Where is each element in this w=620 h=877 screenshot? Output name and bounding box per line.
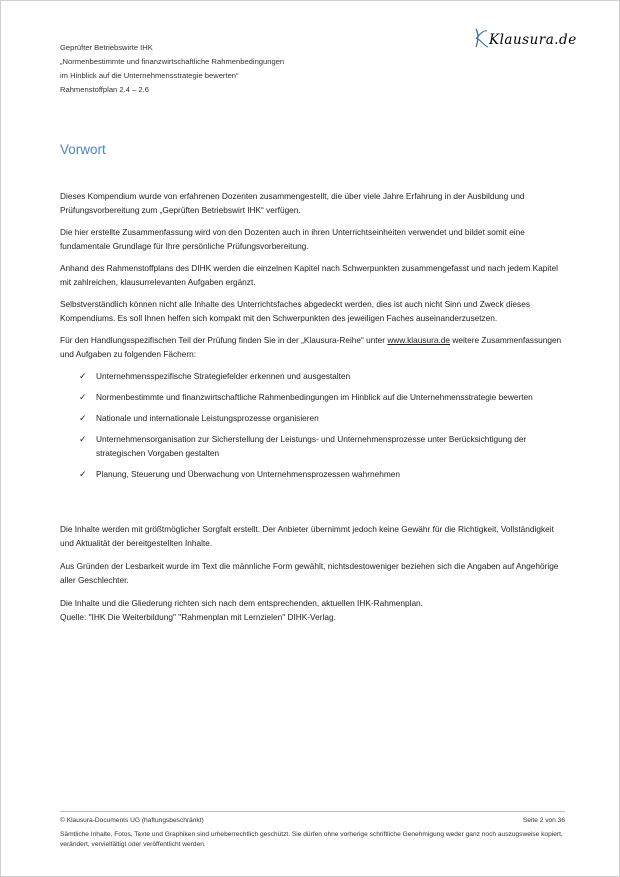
paragraph-liability: Die Inhalte werden mit größtmöglicher Sorgfalt erstellt. Der Anbieter übernimmt jedoch keine Gewähr für die Richtigkeit, Vollständigkeit und Aktualität der bereitgestellten Inhalte. (60, 524, 554, 548)
preface-disclaimer (60, 522, 565, 633)
page-title: Vorwort (60, 142, 106, 157)
checkmark-icon: ✓ (79, 392, 87, 402)
list-item-text: Nationale und internationale Leistungsprozesse organisieren (96, 413, 319, 423)
list-item (60, 411, 565, 425)
footer-row (60, 816, 565, 826)
header-line-3: im Hinblick auf die Unternehmensstrategie bewerten“ (60, 71, 239, 80)
footer-divider (60, 811, 565, 812)
paragraph-intro: Dieses Kompendium wurde von erfahrenen Dozenten zusammengestellt, die über viele Jahre Erfahrung in der Ausbildung und Prüfungsvorbereitung zum „Geprüften Betriebswirt IHK“ verfügen. (60, 191, 525, 215)
footer-notice: Sämtliche Inhalte, Fotos, Texte und Graphiken sind urheberrechtlich geschützt. Sie dürfen ohne vorherige schriftliche Genehmigung weder ganz noch auszugsweise kopiert, verändert, vervielfältigt oder veröffentlicht werden. (60, 831, 563, 848)
list-item-text: Unternehmensorganisation zur Sicherstellung der Leistungs- und Unternehmensprozesse unter Berücksichtigung der strategischen Vorgaben gestalten (96, 434, 527, 458)
list-item (60, 369, 565, 383)
checkmark-icon: ✓ (79, 434, 87, 444)
page-footer (60, 816, 565, 850)
document-header (60, 41, 360, 97)
checkmark-icon: ✓ (79, 371, 87, 381)
source-line-1: Die Inhalte und die Gliederung richten sich nach dem entsprechenden, aktuellen IHK-Rahmenplan. (60, 598, 423, 608)
header-line-1: Geprüfter Betriebswirte IHK (60, 43, 153, 52)
source-line-2: Quelle: "IHK Die Weiterbildung" "Rahmenplan mit Lernzielen" DIHK-Verlag. (60, 612, 336, 622)
list-item (60, 390, 565, 404)
list-item-text: Planung, Steuerung und Überwachung von Unternehmensprozessen wahrnehmen (96, 469, 400, 479)
header-line-4: Rahmenstoffplan 2.4 – 2.6 (60, 85, 149, 94)
paragraph-source (60, 596, 565, 624)
klausura-logo-mark (473, 26, 583, 50)
klausura-link[interactable]: www.klausura.de (387, 335, 451, 345)
list-item (60, 467, 565, 481)
series-text-after: weitere Zusammenfassungen und Aufgaben zu folgenden Fächern: (60, 335, 562, 359)
paragraph-gender-note: Aus Gründen der Lesbarkeit wurde im Text die männliche Form gewählt, nichtsdestoweniger beziehen sich die Angaben auf Angehörige aller Geschlechter. (60, 561, 559, 585)
klausura-logo (473, 26, 583, 50)
series-text-before: Für den Handlungsspezifischen Teil der Prüfung finden Sie in der „Klausura-Reihe“ unter (60, 335, 388, 345)
list-item (60, 432, 565, 460)
subject-list (60, 369, 565, 481)
header-line-2: „Normenbestimmte und finanzwirtschaftliche Rahmenbedingungen (60, 57, 285, 66)
list-item-text: Unternehmensspezifische Strategiefelder erkennen und ausgestalten (96, 371, 351, 381)
footer-page-number: Seite 2 von 36 (522, 817, 565, 824)
checkmark-icon: ✓ (79, 413, 87, 423)
paragraph-summary: Die hier erstellte Zusammenfassung wird von den Dozenten auch in ihren Unterrichtseinheiten verwendet und bildet somit eine fundamentale Grundlage für Ihre persönliche Prüfungsvorbereitung. (60, 227, 525, 251)
preface-body (60, 189, 565, 488)
paragraph-series (60, 333, 565, 361)
footer-copyright: © Klausura-Documents UG (haftungsbeschränkt) (60, 817, 204, 824)
paragraph-structure: Anhand des Rahmenstoffplans des DIHK werden die einzelnen Kapitel nach Schwerpunkten zusammengefasst und nach jedem Kapitel mit zahlreichen, klausurrelevanten Aufgaben ergänzt. (60, 263, 558, 287)
list-item-text: Normenbestimmte und finanzwirtschaftliche Rahmenbedingungen im Hinblick auf die Unternehmensstrategie bewerten (96, 392, 533, 402)
checkmark-icon: ✓ (79, 469, 87, 479)
paragraph-scope: Selbstverständlich können nicht alle Inhalte des Unterrichtsfaches abgedeckt werden, dies ist auch nicht Sinn und Zweck dieses Kompendiums. Es soll Ihnen helfen sich kompakt mit den Schwerpunkten des jeweiligen Faches auseinanderzusetzen. (60, 299, 530, 323)
logo-text: Klausura.de (489, 32, 577, 48)
